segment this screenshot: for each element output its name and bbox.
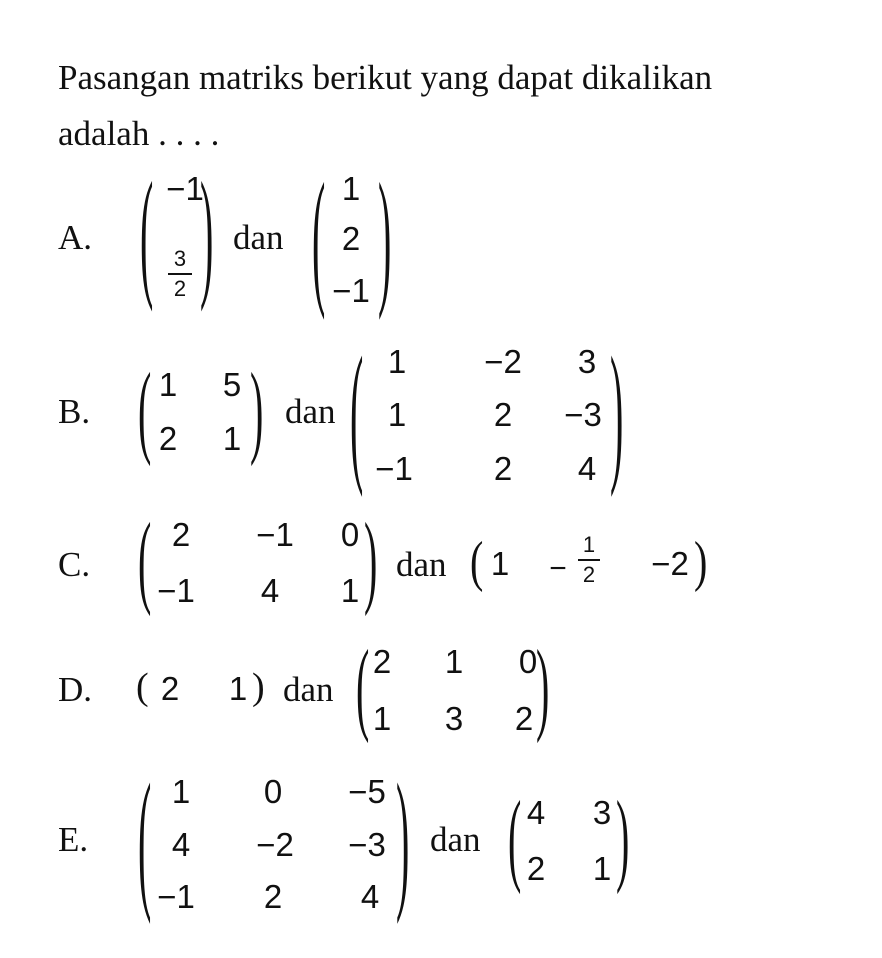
fraction <box>578 534 600 586</box>
right-paren: ) <box>252 666 265 708</box>
matrix-cell: 2 <box>514 700 534 737</box>
matrix-cell: 1 <box>158 366 178 403</box>
fraction-denominator: 2 <box>582 562 596 587</box>
matrix-cell: −5 <box>348 773 386 810</box>
left-paren: ( <box>312 150 326 322</box>
matrix-cell: −1 <box>256 516 294 553</box>
matrix-cell: −2 <box>484 343 522 380</box>
matrix-cell: 5 <box>222 366 242 403</box>
right-paren: ) <box>364 500 378 618</box>
matrix-cell: 2 <box>526 850 546 887</box>
connector-dan: dan <box>283 670 334 709</box>
question-line-2: adalah . . . . <box>58 114 220 153</box>
matrix-cell: 4 <box>526 794 546 831</box>
matrix-cell: 1 <box>387 396 407 433</box>
matrix-cell: −3 <box>348 826 386 863</box>
right-paren: ) <box>694 529 708 593</box>
fraction-bar <box>578 559 600 561</box>
connector-dan: dan <box>285 392 336 431</box>
matrix-cell: 0 <box>518 643 538 680</box>
matrix-cell: −3 <box>564 396 602 433</box>
matrix-cell: 1 <box>171 773 191 810</box>
left-paren: ( <box>138 350 152 468</box>
matrix-cell: −1 <box>157 572 195 609</box>
matrix-cell: 3 <box>444 700 464 737</box>
left-paren: ( <box>508 778 522 896</box>
matrix-cell: 4 <box>360 878 380 915</box>
matrix-cell: −1 <box>157 878 195 915</box>
matrix-cell: 1 <box>387 343 407 380</box>
matrix-cell: 1 <box>444 643 464 680</box>
matrix-cell: 4 <box>577 450 597 487</box>
matrix-cell: −1 <box>332 272 370 309</box>
matrix-cell: 1 <box>228 670 248 707</box>
minus-sign: − <box>549 552 567 585</box>
matrix-cell: 2 <box>372 643 392 680</box>
matrix-cell: −1 <box>375 450 413 487</box>
left-paren: ( <box>138 500 152 618</box>
left-paren: ( <box>356 627 370 745</box>
matrix-cell: 2 <box>160 670 180 707</box>
matrix-cell: 4 <box>260 572 280 609</box>
fraction <box>168 248 192 300</box>
matrix-cell: 0 <box>340 516 360 553</box>
matrix-cell: 1 <box>490 545 510 582</box>
question-line-1: Pasangan matriks berikut yang dapat dikalikan <box>58 58 713 97</box>
matrix-cell: 2 <box>158 420 178 457</box>
right-paren: ) <box>396 750 410 926</box>
right-paren: ) <box>250 350 264 468</box>
matrix-cell: 2 <box>263 878 283 915</box>
right-paren: ) <box>536 627 550 745</box>
left-paren: ( <box>470 529 484 593</box>
right-paren: ) <box>200 151 214 314</box>
matrix-cell: 1 <box>372 700 392 737</box>
matrix-cell: 2 <box>493 396 513 433</box>
option-label: A. <box>58 218 93 257</box>
right-paren: ) <box>616 778 630 896</box>
question-text <box>58 50 858 162</box>
matrix-cell: −1 <box>166 170 204 207</box>
option-label: D. <box>58 670 93 709</box>
matrix-cell: 4 <box>171 826 191 863</box>
matrix-cell: 2 <box>171 516 191 553</box>
right-paren: ) <box>378 150 392 322</box>
matrix-cell: 1 <box>592 850 612 887</box>
matrix-cell: 2 <box>341 220 361 257</box>
left-paren: ( <box>140 151 154 314</box>
right-paren: ) <box>610 323 624 499</box>
option-label: C. <box>58 545 91 584</box>
left-paren: ( <box>138 750 152 926</box>
left-paren: ( <box>136 666 149 708</box>
fraction-bar <box>168 273 192 275</box>
matrix-cell: 2 <box>493 450 513 487</box>
fraction-numerator: 3 <box>173 246 187 271</box>
matrix-cell: 1 <box>222 420 242 457</box>
matrix-cell: 1 <box>341 170 361 207</box>
option-label: B. <box>58 392 91 431</box>
matrix-cell: −2 <box>256 826 294 863</box>
fraction-numerator: 1 <box>582 532 596 557</box>
fraction-denominator: 2 <box>173 276 187 301</box>
matrix-cell: 0 <box>263 773 283 810</box>
matrix-cell: 3 <box>592 794 612 831</box>
connector-dan: dan <box>430 820 481 859</box>
matrix-cell: −2 <box>651 545 689 582</box>
matrix-cell: 3 <box>577 343 597 380</box>
connector-dan: dan <box>396 545 447 584</box>
left-paren: ( <box>350 323 364 499</box>
connector-dan: dan <box>233 218 284 257</box>
option-label: E. <box>58 820 89 859</box>
matrix-cell: 1 <box>340 572 360 609</box>
